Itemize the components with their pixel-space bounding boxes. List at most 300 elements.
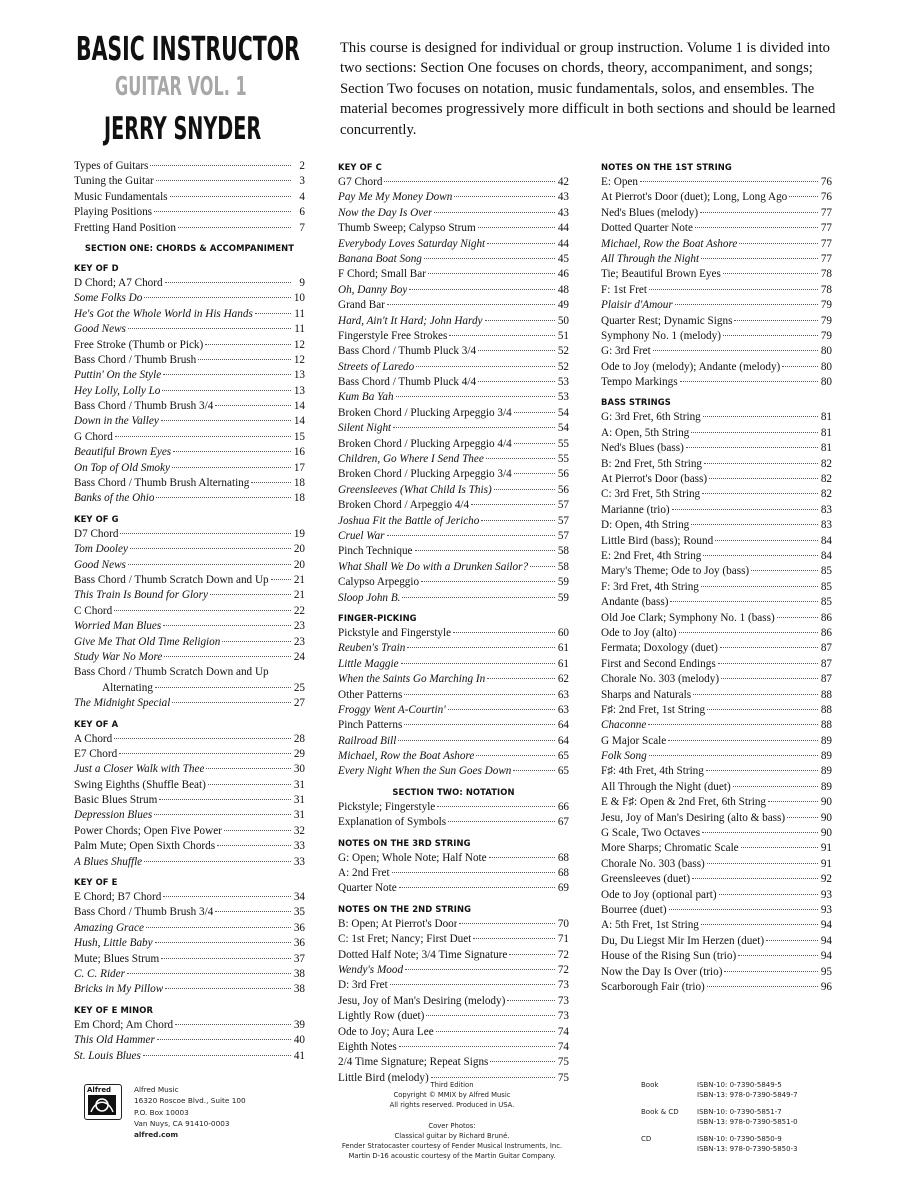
toc-entry (338, 221, 569, 236)
toc-entry (338, 1055, 569, 1070)
toc-entry-page: 91 (820, 857, 832, 870)
dot-leader (398, 740, 555, 741)
toc-entry-page: 70 (557, 917, 569, 930)
toc-entry (74, 905, 305, 920)
toc-entry-title: Bass Chord / Thumb Brush 3/4 (74, 400, 214, 413)
toc-entry-page: 72 (557, 963, 569, 976)
dot-leader (718, 663, 818, 664)
dot-leader (707, 986, 818, 987)
toc-entry (74, 542, 305, 557)
dot-leader (424, 258, 555, 259)
dot-leader (514, 412, 555, 413)
dot-leader (478, 381, 555, 382)
toc-entry-title: Chaconne (601, 719, 647, 732)
toc-entry-title: This Old Hammer (74, 1034, 155, 1047)
toc-entry (601, 965, 832, 980)
toc-entry (338, 498, 569, 513)
dot-leader (485, 320, 555, 321)
dot-leader (719, 894, 818, 895)
toc-entry-title: Children, Go Where I Send Thee (338, 453, 484, 466)
toc-entry-page: 48 (557, 283, 569, 296)
toc-entry (338, 734, 569, 749)
toc-entry-title: He's Got the Whole World in His Hands (74, 307, 253, 320)
toc-entry-page: 80 (820, 345, 832, 358)
toc-entry (338, 815, 569, 830)
toc-entry-page: 68 (557, 851, 569, 864)
toc-entry (338, 529, 569, 544)
toc-entry-title: Ode to Joy (melody); Andante (melody) (601, 360, 781, 373)
dot-leader (777, 617, 818, 618)
toc-entry-page: 19 (293, 527, 305, 540)
isbn-block (641, 1107, 871, 1128)
toc-entry-page: 44 (557, 222, 569, 235)
toc-entry-page: 82 (820, 473, 832, 486)
book-author: JERRY SNYDER (104, 111, 262, 147)
toc-entry (74, 558, 305, 573)
toc-entry-page: 51 (557, 329, 569, 342)
dot-leader (454, 196, 555, 197)
toc-entry-page: 88 (820, 719, 832, 732)
toc-entry-title: Froggy Went A-Courtin' (338, 703, 446, 716)
toc-entry (601, 472, 832, 487)
dot-leader (487, 243, 555, 244)
toc-entry-title: All Through the Night (duet) (601, 780, 731, 793)
toc-entry-title: Em Chord; Am Chord (74, 1018, 174, 1031)
toc-entry (601, 626, 832, 641)
toc-entry (338, 437, 569, 452)
dot-leader (471, 504, 555, 505)
toc-entry-page: 41 (293, 1049, 305, 1062)
toc-entry (74, 190, 305, 205)
toc-entry-title: Calypso Arpeggio (338, 576, 420, 589)
book-title: BASIC INSTRUCTOR (76, 29, 300, 68)
toc-entry (601, 518, 832, 533)
toc-entry-title: Banks of the Ohio (74, 492, 155, 505)
toc-entry-page: 55 (557, 437, 569, 450)
toc-entry (74, 384, 305, 399)
toc-entry-title: Sharps and Naturals (601, 688, 692, 701)
toc-entry (601, 641, 832, 656)
toc-entry (338, 483, 569, 498)
dot-leader (693, 694, 818, 695)
toc-entry (601, 487, 832, 502)
toc-entry-page: 16 (293, 446, 305, 459)
isbn-number: ISBN-13: 978-0-7390-5849-7 (697, 1091, 798, 1100)
toc-entry-page: 55 (557, 453, 569, 466)
toc-entry-page: 13 (293, 384, 305, 397)
toc-entry-page: 52 (557, 360, 569, 373)
toc-entry-page: 22 (293, 604, 305, 617)
toc-entry (338, 1040, 569, 1055)
toc-entry-page: 34 (293, 891, 305, 904)
toc-entry-title: G Chord (74, 430, 113, 443)
toc-entry-title: Basic Blues Strum (74, 794, 158, 807)
dot-leader (707, 709, 818, 710)
toc-entry-page: 11 (294, 307, 305, 320)
address-line: 16320 Roscoe Blvd., Suite 100 (134, 1096, 246, 1106)
toc-entry (601, 283, 832, 298)
dot-leader (724, 971, 818, 972)
toc-entry-page: 64 (557, 719, 569, 732)
toc-entry (601, 841, 832, 856)
intro-paragraph: This course is designed for individual or group instruction. Volume 1 is divided into two sections: Section One focuses on chords, theory, accompaniment, and songs; Section Two focuses on notation, music fundamentals, solos, and ensembles. The material becomes progressively more difficult in both sections and should be learned concurrently. (340, 40, 836, 138)
toc-entry-title: Scarborough Fair (trio) (601, 980, 705, 993)
toc-entry-title: Sloop John B. (338, 591, 401, 604)
toc-entry (338, 560, 569, 575)
dot-leader (215, 405, 291, 406)
toc-entry-title: Grand Bar (338, 299, 385, 312)
credit-line: Cover Photos: (428, 1121, 476, 1130)
toc-entry-title: F: 1st Fret (601, 283, 648, 296)
toc-entry (338, 406, 569, 421)
toc-entry (74, 338, 305, 353)
toc-entry-title: Give Me That Old Time Religion (74, 635, 221, 648)
dot-leader (751, 570, 818, 571)
toc-entry-title: Kum Ba Yah (338, 391, 394, 404)
toc-entry-page: 49 (557, 299, 569, 312)
toc-entry-page: 77 (820, 237, 832, 250)
toc-entry (601, 657, 832, 672)
toc-entry-title: Swing Eighths (Shuffle Beat) (74, 778, 206, 791)
toc-entry (338, 749, 569, 764)
dot-leader (114, 610, 291, 611)
dot-leader (720, 647, 818, 648)
toc-entry-page: 85 (820, 565, 832, 578)
dot-leader (436, 1031, 555, 1032)
toc-entry-title: Broken Chord / Arpeggio 4/4 (338, 499, 470, 512)
isbn-numbers (697, 1134, 798, 1155)
toc-entry (74, 476, 305, 491)
toc-entry (338, 298, 569, 313)
isbn-number: ISBN-13: 978-0-7390-5850-3 (697, 1145, 798, 1154)
dot-leader (172, 702, 291, 703)
toc-entry-title: Pinch Patterns (338, 719, 403, 732)
toc-entry-title: F Chord; Small Bar (338, 268, 426, 281)
toc-entry-page: 71 (557, 933, 569, 946)
isbn-number: ISBN-13: 978-0-7390-5851-0 (697, 1118, 798, 1127)
toc-entry-page: 52 (557, 345, 569, 358)
dot-leader (154, 814, 291, 815)
toc-entry-title: Down in the Valley (74, 415, 159, 428)
dot-leader (473, 938, 555, 939)
toc-entry-page: 87 (820, 673, 832, 686)
toc-entry (601, 329, 832, 344)
alfred-logo (84, 1084, 122, 1120)
toc-section-heading: SECTION ONE: CHORDS & ACCOMPANIMENT (84, 242, 295, 253)
dot-leader (255, 313, 291, 314)
dot-leader (669, 909, 818, 910)
toc-entry (601, 734, 832, 749)
toc-entry-page: 36 (293, 921, 305, 934)
toc-entry-page: 63 (557, 688, 569, 701)
toc-entry (74, 1018, 305, 1033)
toc-entry (601, 375, 832, 390)
toc-entry (338, 390, 569, 405)
dot-leader (208, 784, 291, 785)
toc-entry (601, 441, 832, 456)
dot-leader (768, 801, 818, 802)
toc-entry (74, 291, 305, 306)
dot-leader (120, 533, 291, 534)
toc-entry (601, 410, 832, 425)
isbn-list (641, 1080, 871, 1160)
toc-entry-title: E7 Chord (74, 747, 118, 760)
dot-leader (157, 1039, 291, 1040)
toc-entry (601, 611, 832, 626)
dot-leader (494, 489, 555, 490)
dot-leader (723, 335, 818, 336)
toc-entry-page: 89 (820, 765, 832, 778)
toc-entry (338, 917, 569, 932)
toc-entry-page: 65 (557, 750, 569, 763)
toc-entry-page: 36 (293, 937, 305, 950)
toc-entry-title: Michael, Row the Boat Ashore (601, 237, 738, 250)
toc-entry (601, 314, 832, 329)
toc-section-heading: KEY OF D (74, 262, 119, 273)
toc-entry-page: 6 (299, 206, 305, 219)
dot-leader (703, 416, 818, 417)
isbn-numbers (697, 1107, 798, 1128)
toc-entry-page: 89 (820, 734, 832, 747)
credit-line: Martin D-16 acoustic courtesy of the Martin Guitar Company. (348, 1152, 556, 1161)
dot-leader (702, 493, 818, 494)
toc-section-heading: KEY OF G (74, 513, 119, 524)
toc-entry-page: 79 (820, 314, 832, 327)
dot-leader (163, 374, 291, 375)
dot-leader (734, 320, 818, 321)
toc-entry-page: 31 (293, 778, 305, 791)
dot-leader (144, 861, 291, 862)
toc-entry-page: 58 (557, 560, 569, 573)
toc-entry-page: 75 (557, 1071, 569, 1084)
toc-entry-page: 74 (557, 1040, 569, 1053)
toc-entry-page: 64 (557, 734, 569, 747)
toc-entry (74, 762, 305, 777)
toc-entry-page: 82 (820, 457, 832, 470)
dot-leader (448, 709, 555, 710)
toc-entry (601, 426, 832, 441)
toc-entry-title: Joshua Fit the Battle of Jericho (338, 514, 480, 527)
toc-entry-title: Palm Mute; Open Sixth Chords (74, 840, 216, 853)
toc-entry (601, 949, 832, 964)
toc-entry-title-line: Bass Chord / Thumb Scratch Down and Up (74, 666, 269, 679)
dot-leader (478, 350, 555, 351)
dot-leader (692, 878, 818, 879)
toc-entry (601, 206, 832, 221)
toc-entry (338, 237, 569, 252)
toc-entry-title: Cruel War (338, 529, 385, 542)
dot-leader (251, 482, 291, 483)
toc-entry (601, 703, 832, 718)
toc-entry-page: 56 (557, 483, 569, 496)
toc-entry-page: 67 (557, 816, 569, 829)
toc-section-heading: SECTION TWO: NOTATION (392, 786, 515, 797)
toc-entry-page: 80 (820, 376, 832, 389)
toc-entry-title: Tom Dooley (74, 543, 128, 556)
dot-leader (416, 366, 555, 367)
toc-entry-page: 94 (820, 919, 832, 932)
toc-entry (74, 793, 305, 808)
toc-section-heading: KEY OF A (74, 718, 119, 729)
toc-entry (74, 1049, 305, 1064)
toc-entry (74, 461, 305, 476)
dot-leader (478, 227, 555, 228)
toc-entry-page: 76 (820, 176, 832, 188)
toc-entry-title: First and Second Endings (601, 657, 716, 670)
toc-entry-page: 60 (557, 626, 569, 639)
dot-leader (706, 770, 818, 771)
toc-entry-page: 94 (820, 950, 832, 963)
toc-entry (601, 549, 832, 564)
toc-entry-title: Oh, Danny Boy (338, 283, 408, 296)
toc-entry-page: 18 (293, 477, 305, 490)
dot-leader (707, 863, 818, 864)
dot-leader (143, 1055, 291, 1056)
toc-entry (601, 780, 832, 795)
isbn-format-label: Book (641, 1081, 659, 1089)
toc-entry-title: G Scale, Two Octaves (601, 827, 701, 840)
toc-entry-page: 38 (293, 983, 305, 996)
toc-entry-title: D Chord; A7 Chord (74, 276, 163, 289)
toc-entry-page: 68 (557, 867, 569, 880)
dot-leader (154, 211, 291, 212)
toc-entry-title: Streets of Laredo (338, 360, 415, 373)
toc-entry-title: Ned's Blues (melody) (601, 206, 699, 219)
toc-entry-page: 10 (293, 292, 305, 305)
dot-leader (695, 227, 818, 228)
toc-entry (338, 360, 569, 375)
dot-leader (530, 566, 555, 567)
toc-entry-page: 57 (557, 514, 569, 527)
toc-entry (74, 604, 305, 619)
toc-entry-page: 58 (557, 545, 569, 558)
toc-entry-page: 88 (820, 688, 832, 701)
dot-leader (206, 768, 291, 769)
toc-entry (601, 534, 832, 549)
toc-entry-page: 53 (557, 376, 569, 389)
toc-entry (74, 221, 305, 236)
toc-entry-page: 87 (820, 642, 832, 655)
toc-entry (338, 672, 569, 687)
toc-entry-page: 59 (557, 576, 569, 589)
toc-entry (338, 978, 569, 993)
toc-entry (74, 982, 305, 997)
dot-leader (672, 509, 818, 510)
toc-entry-title: D: 3rd Fret (338, 979, 388, 992)
dot-leader (404, 724, 555, 725)
toc-entry-title: Types of Guitars (74, 160, 149, 172)
toc-entry (338, 881, 569, 896)
toc-entry (74, 681, 305, 696)
toc-section-heading: NOTES ON THE 3RD STRING (338, 837, 471, 848)
toc-entry-title: Little Bird (bass); Round (601, 534, 714, 547)
toc-entry-page: 73 (557, 979, 569, 992)
toc-entry-title: Power Chords; Open Five Power (74, 824, 222, 837)
toc-entry-page: 90 (820, 811, 832, 824)
isbn-number: ISBN-10: 0-7390-5850-9 (697, 1134, 782, 1143)
toc-entry-title: Lightly Row (duet) (338, 1010, 425, 1023)
toc-entry-title: E: Open (601, 176, 638, 188)
toc-entry-page: 15 (293, 430, 305, 443)
dot-leader (507, 1000, 555, 1001)
toc-entry (601, 672, 832, 687)
dot-leader (165, 282, 291, 283)
toc-entry-title: Bass Chord / Thumb Brush Alternating (74, 477, 250, 490)
toc-entry (601, 918, 832, 933)
isbn-block (641, 1134, 871, 1155)
isbn-number: ISBN-10: 0-7390-5849-5 (697, 1081, 782, 1089)
toc-entry-title: Quarter Note (338, 882, 397, 895)
toc-entry-title: House of the Rising Sun (trio) (601, 950, 737, 963)
dot-leader (434, 212, 555, 213)
toc-entry-title: Tempo Markings (601, 376, 678, 389)
credit-line: Fender Stratocaster courtesy of Fender Musical Instruments, Inc. (341, 1142, 563, 1151)
toc-entry (338, 703, 569, 718)
dot-leader (453, 632, 555, 633)
isbn-format-label: Book & CD (641, 1107, 679, 1116)
toc-entry-title: Good News (74, 558, 126, 571)
toc-entry-title: Pinch Technique (338, 545, 413, 558)
dot-leader (387, 304, 555, 305)
toc-entry-page: 27 (293, 697, 305, 710)
dot-leader (119, 753, 291, 754)
toc-entry (601, 580, 832, 595)
toc-entry-title: Andante (bass) (601, 596, 669, 609)
dot-leader (415, 550, 555, 551)
toc-entry-title: A: Open, 5th String (601, 426, 690, 439)
toc-entry-page: 30 (293, 763, 305, 776)
toc-entry (74, 399, 305, 414)
toc-entry (601, 221, 832, 236)
dot-leader (789, 196, 818, 197)
toc-entry (338, 932, 569, 947)
toc-entry-title: Ode to Joy (alto) (601, 626, 677, 639)
toc-entry (601, 764, 832, 779)
dot-leader (156, 180, 291, 181)
toc-entry-title: Jesu, Joy of Man's Desiring (alto & bass) (601, 811, 786, 824)
dot-leader (164, 656, 291, 657)
credit-line: Third Edition (430, 1081, 474, 1089)
toc-entry-page: 88 (820, 703, 832, 716)
toc-entry-page: 84 (820, 534, 832, 547)
toc-entry (74, 1033, 305, 1048)
toc-entry-title: Every Night When the Sun Goes Down (338, 765, 512, 778)
dot-leader (741, 847, 818, 848)
toc-entry-page: 75 (557, 1056, 569, 1069)
toc-entry (338, 206, 569, 221)
dot-leader (159, 799, 291, 800)
toc-entry-page: 95 (820, 965, 832, 978)
dot-leader (739, 243, 818, 244)
dot-leader (721, 678, 818, 679)
toc-entry-page: 69 (557, 882, 569, 895)
dot-leader (421, 581, 555, 582)
toc-entry (601, 564, 832, 579)
toc-entry (74, 414, 305, 429)
toc-entry-page: 92 (820, 873, 832, 886)
dot-leader (514, 473, 555, 474)
toc-entry-page: 14 (293, 415, 305, 428)
toc-entry-title: Pickstyle and Fingerstyle (338, 626, 452, 639)
toc-entry-title: C: 1st Fret; Nancy; First Duet (338, 933, 472, 946)
toc-entry-page: 46 (557, 268, 569, 281)
dot-leader (449, 335, 555, 336)
dot-leader (670, 601, 818, 602)
toc-entry-title: Du, Du Liegst Mir Im Herzen (duet) (601, 934, 765, 947)
toc-entry (601, 503, 832, 518)
address-line: alfred.com (134, 1130, 179, 1140)
toc-entry-page: 61 (557, 657, 569, 670)
